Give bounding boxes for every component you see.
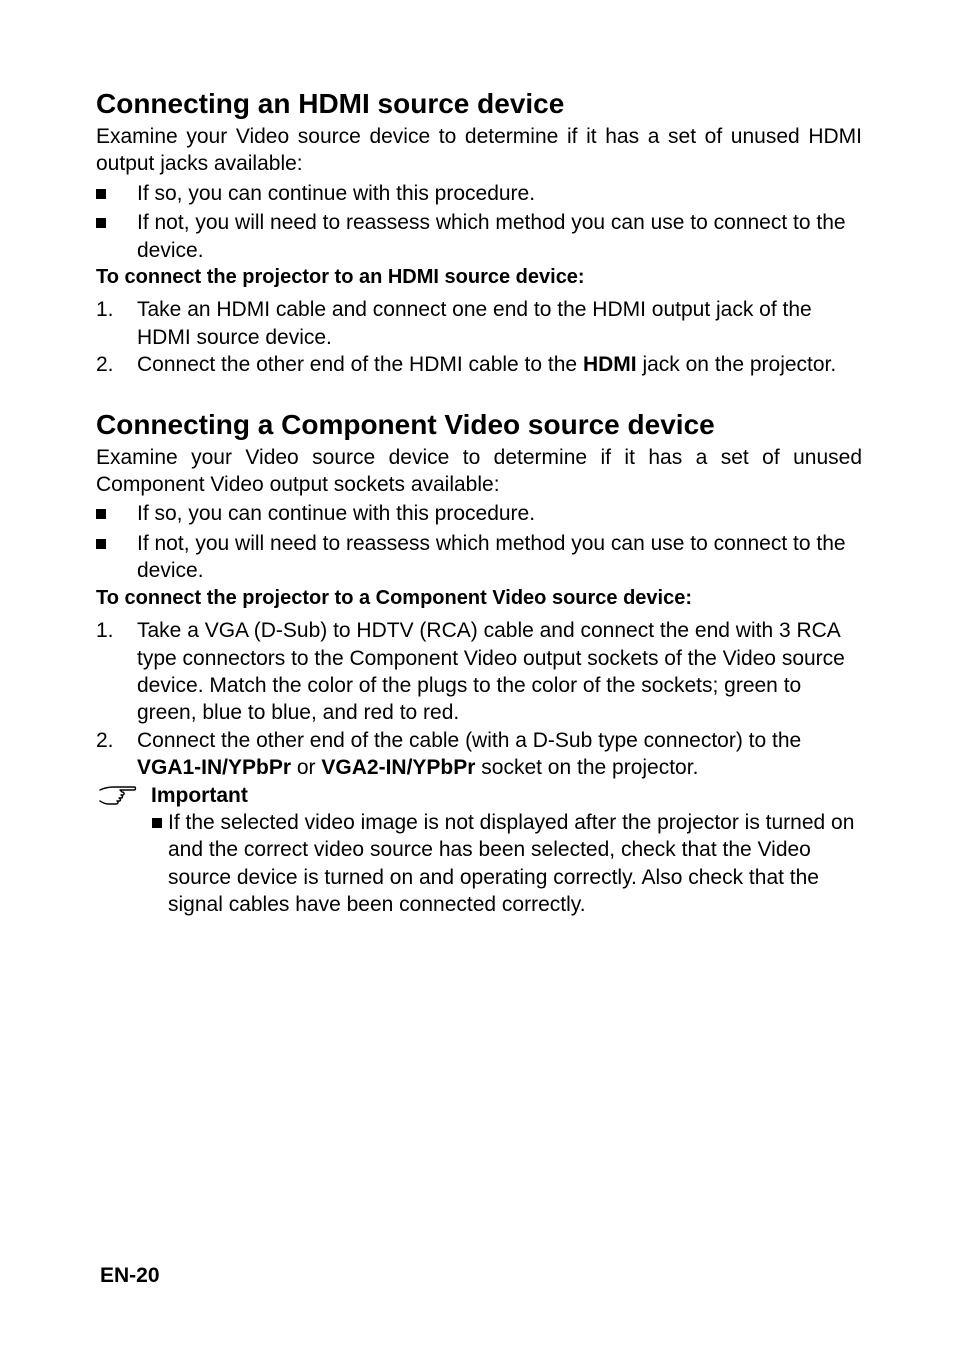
step-number: 1. — [96, 619, 114, 643]
step-text-bold: HDMI — [582, 353, 637, 377]
hdmi-intro: Examine your Video source device to determine if it has a set of unused HDMI output jacks available: — [96, 125, 862, 176]
page-number: EN-20 — [100, 1264, 160, 1287]
step-text: jack on the projector. — [636, 353, 837, 377]
square-bullet-icon — [152, 818, 162, 828]
component-bullet-list — [96, 500, 862, 584]
step-text: Connect the other end of the HDMI cable to the — [137, 353, 583, 377]
list-item-text: If so, you can continue with this procedure. — [137, 181, 536, 205]
hdmi-heading: Connecting an HDMI source device — [96, 88, 565, 119]
step-item — [96, 617, 862, 727]
square-bullet-icon — [96, 189, 106, 199]
list-item-text: If so, you can continue with this procedure. — [137, 502, 536, 526]
step-item — [96, 351, 862, 378]
component-subheading: To connect the projector to a Component Video source device: — [96, 586, 693, 609]
hdmi-subheading: To connect the projector to an HDMI source device: — [96, 266, 585, 289]
step-item — [96, 727, 862, 782]
step-text: Take an HDMI cable and connect one end to the HDMI output jack of the HDMI source device. — [137, 298, 812, 349]
list-item — [96, 530, 862, 585]
manual-page — [96, 86, 862, 919]
step-text: or — [291, 756, 322, 780]
step-number: 2. — [96, 728, 114, 752]
hdmi-steps — [96, 296, 862, 378]
step-text: Connect the other end of the cable (with a D-Sub type connector) to the — [137, 728, 802, 752]
note-body — [168, 809, 862, 919]
pointing-hand-icon — [98, 784, 138, 806]
list-item-text: If not, you will need to reassess which method you can use to connect to the device. — [137, 211, 846, 262]
important-note — [96, 782, 862, 919]
component-section — [96, 407, 862, 782]
step-number: 1. — [96, 298, 114, 322]
note-title: Important — [151, 783, 248, 807]
step-text-bold: VGA2-IN/YPbPr — [321, 756, 476, 780]
list-item-text: If not, you will need to reassess which method you can use to connect to the device. — [137, 531, 846, 583]
component-steps — [96, 617, 862, 781]
component-heading: Connecting a Component Video source device — [96, 408, 715, 440]
square-bullet-icon — [96, 218, 106, 228]
step-number: 2. — [96, 353, 114, 377]
list-item — [96, 500, 862, 527]
step-item — [96, 296, 862, 351]
step-text: Take a VGA (D-Sub) to HDTV (RCA) cable and connect the end with 3 RCA type connectors to the Component Video output sockets of the Video source device. Match the color of the plugs to the color of the sockets; green to green, blue to blue, and red to red. — [137, 619, 845, 725]
list-item — [96, 209, 862, 264]
hdmi-section — [96, 86, 862, 379]
step-text: socket on the projector. — [475, 756, 699, 780]
square-bullet-icon — [96, 509, 106, 519]
step-text-bold: VGA1-IN/YPbPr — [137, 756, 292, 780]
list-item — [96, 180, 862, 207]
note-text: If the selected video image is not displayed after the projector is turned on and the correct video source has been selected, check that the Video source device is turned on and operating correctly. Also check that the signal cables have been connected correctly. — [168, 810, 855, 917]
hdmi-bullet-list — [96, 180, 862, 264]
square-bullet-icon — [96, 539, 106, 549]
component-intro: Examine your Video source device to determine if it has a set of unused Component Video output sockets available: — [96, 445, 862, 497]
